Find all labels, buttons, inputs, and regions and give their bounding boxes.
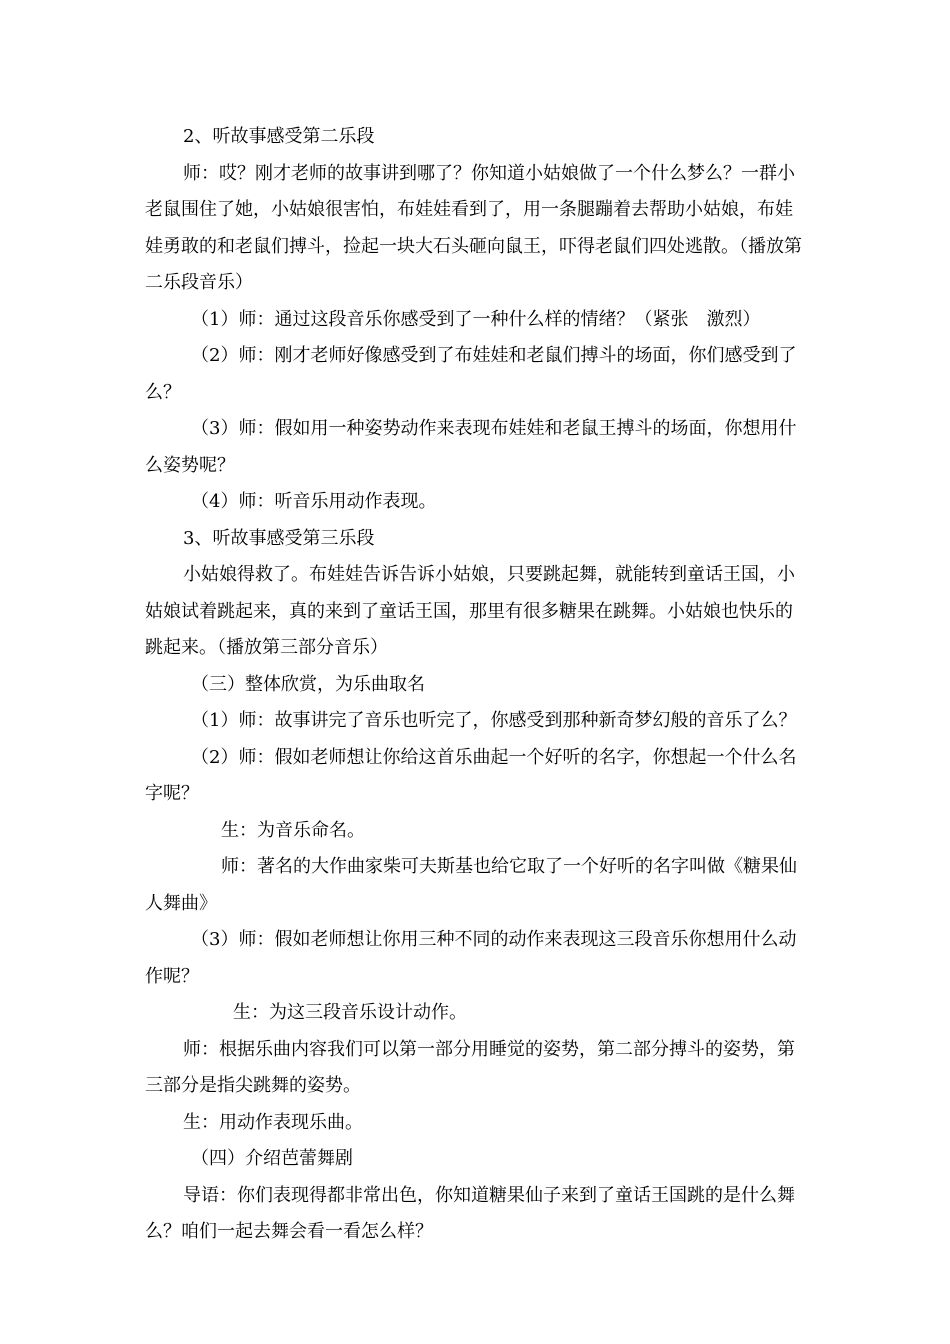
teacher-statement: 师：根据乐曲内容我们可以第一部分用睡觉的姿势，第二部分搏斗的姿势，第三部分是指尖跳舞的姿势。 xyxy=(145,1038,795,1096)
section-heading-3: 3、听故事感受第三乐段 xyxy=(183,527,375,549)
teacher-statement: 师：著名的大作曲家柴可夫斯基也给它取了一个好听的名字叫做《糖果仙人舞曲》 xyxy=(145,856,797,914)
question-1: （1）师：通过这段音乐你感受到了一种什么样的情绪？（紧张 激烈） xyxy=(191,308,761,330)
student-response: 生：为这三段音乐设计动作。 xyxy=(233,1002,467,1023)
section-heading-san: （三）整体欣赏，为乐曲取名 xyxy=(191,673,425,695)
question-3: （3）师：假如老师想让你用三种不同的动作来表现这三段音乐你想用什么动作呢？ xyxy=(145,929,797,987)
question-2: （2）师：刚才老师好像感受到了布娃娃和老鼠们搏斗的场面，你们感受到了么？ xyxy=(145,345,797,403)
question-4: （4）师：听音乐用动作表现。 xyxy=(191,491,437,512)
student-response: 生：为音乐命名。 xyxy=(221,819,365,841)
question-3: （3）师：假如用一种姿势动作来表现布娃娃和老鼠王搏斗的场面，你想用什么姿势呢？ xyxy=(145,418,797,476)
story-paragraph: 小姑娘得救了。布娃娃告诉告诉小姑娘，只要跳起舞，就能转到童话王国，小姑娘试着跳起来，真的来到了童话王国，那里有很多糖果在跳舞。小姑娘也快乐的跳起来。（播放第三部分音乐） xyxy=(145,564,795,658)
document-body xyxy=(145,119,805,1251)
section-heading-2: 2、听故事感受第二乐段 xyxy=(183,126,375,147)
section-heading-si: （四）介绍芭蕾舞剧 xyxy=(191,1148,353,1169)
student-response: 生：用动作表现乐曲。 xyxy=(183,1111,363,1133)
story-paragraph: 师：哎？刚才老师的故事讲到哪了？你知道小姑娘做了一个什么梦么？一群小老鼠围住了她，小姑娘很害怕，布娃娃看到了，用一条腿蹦着去帮助小姑娘，布娃娃勇敢的和老鼠们搏斗，捡起一块大石头砸向鼠王，吓得老鼠们四处逃散。（播放第二乐段音乐） xyxy=(145,162,802,293)
question-1: （1）师：故事讲完了音乐也听完了，你感受到那种新奇梦幻般的音乐了么？ xyxy=(191,710,797,731)
intro-paragraph: 导语：你们表现得都非常出色，你知道糖果仙子来到了童话王国跳的是什么舞么？咱们一起去舞会看一看怎么样？ xyxy=(145,1184,795,1242)
question-2: （2）师：假如老师想让你给这首乐曲起一个好听的名字，你想起一个什么名字呢？ xyxy=(145,746,797,804)
